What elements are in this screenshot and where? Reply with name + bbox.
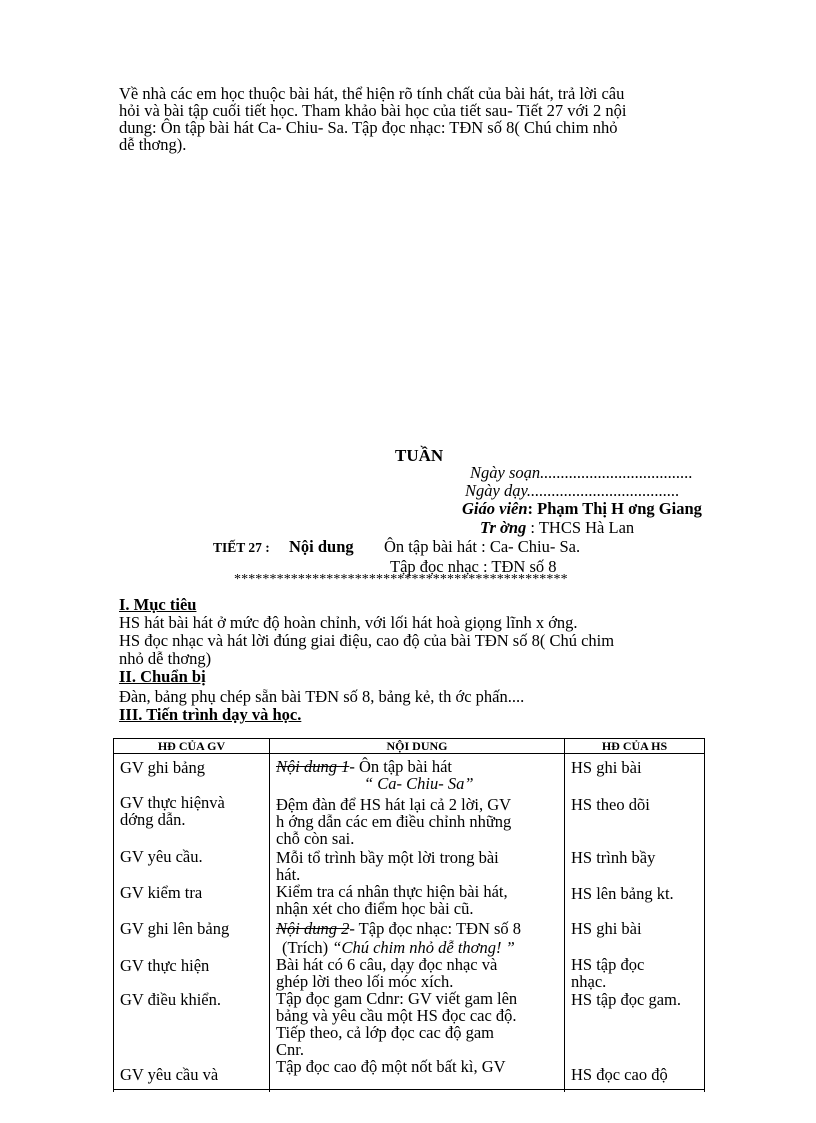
- hs-item: HS tập đọc gam.: [571, 990, 681, 1009]
- content-line: nhận xét cho điểm học bài cũ.: [276, 899, 474, 918]
- gv-item: dớng dẫn.: [120, 810, 186, 829]
- table-bottom-rule: [113, 1089, 705, 1090]
- hs-item: HS tập đọc: [571, 955, 645, 974]
- teach-date: Ngày dạy.....................................: [465, 481, 680, 500]
- objective-1: HS hát bài hát ở mức độ hoàn chỉnh, với lối hát hoà giọng lĩnh x ớng.: [119, 613, 578, 632]
- gv-item: GV ghi bảng: [120, 758, 205, 777]
- content-line: Bài hát có 6 câu, dạy đọc nhạc và: [276, 955, 498, 974]
- gv-item: GV kiểm tra: [120, 883, 203, 902]
- content-line: chỗ còn sai.: [276, 829, 355, 848]
- objective-2-cont: nhỏ dễ thơng): [119, 649, 212, 668]
- content-part-2: [276, 920, 521, 937]
- teacher-label: Giáo viên: [462, 499, 528, 518]
- content-line-1: Ôn tập bài hát : Ca- Chiu- Sa.: [384, 537, 581, 556]
- content-line: h ớng dẫn các em điều chỉnh những: [276, 812, 512, 831]
- teacher-column: [114, 754, 270, 1093]
- student-column: [565, 754, 705, 1093]
- star-separator: ***********************************************: [234, 572, 568, 587]
- content-part-1: [276, 758, 452, 775]
- homework-line-4: dễ thơng).: [119, 135, 187, 154]
- preparation-line: Đàn, bảng phụ chép sẵn bài TĐN số 8, bảng kẻ, th ớc phấn....: [119, 687, 525, 706]
- hs-item: HS theo dõi: [571, 795, 650, 814]
- excerpt-label: (Trích): [282, 938, 333, 957]
- teacher-line: [462, 500, 702, 517]
- section-objectives-title: I. Mục tiêu: [119, 595, 197, 614]
- content-part-1-text: - Ôn tập bài hát: [349, 757, 452, 776]
- header-content: NỘI DUNG: [270, 739, 565, 754]
- content-line: bảng và yêu cầu một HS đọc cac độ.: [276, 1006, 517, 1025]
- hs-item: nhạc.: [571, 972, 607, 991]
- gv-item: GV điều khiển.: [120, 990, 221, 1009]
- week-title: TUẦN: [395, 446, 444, 465]
- lesson-table: [113, 738, 705, 1092]
- objective-2: HS đọc nhạc và hát lời đúng giai điệu, cao độ của bài TĐN số 8( Chú chim: [119, 631, 615, 650]
- table-header-row: [114, 739, 705, 754]
- gv-item: GV yêu cầu.: [120, 847, 203, 866]
- content-part-1-label: Nội dung 1: [276, 757, 350, 776]
- content-line: Cnr.: [276, 1040, 304, 1059]
- content-line: hát.: [276, 865, 301, 884]
- hs-item: HS ghi bài: [571, 758, 642, 777]
- homework-line-1: Về nhà các em học thuộc bài hát, thể hiện rõ tính chất của bài hát, trả lời câu: [119, 84, 625, 103]
- content-label: Nội dung: [289, 537, 354, 556]
- content-line: Kiểm tra cá nhân thực hiện bài hát,: [276, 882, 508, 901]
- excerpt-line: [282, 939, 515, 956]
- hs-item: HS lên bảng kt.: [571, 884, 674, 903]
- school-line: [480, 519, 634, 536]
- lesson-number: TIẾT 27 :: [213, 540, 270, 555]
- content-line: Tập đọc cao độ một nốt bất kì, GV: [276, 1057, 506, 1076]
- content-line-2: Tập đọc nhạc : TĐN số 8: [390, 557, 557, 576]
- gv-item: GV ghi lên bảng: [120, 919, 230, 938]
- hs-item: HS trình bầy: [571, 848, 656, 867]
- homework-line-3: dung: Ôn tập bài hát Ca- Chiu- Sa. Tập đọc nhạc: TĐN số 8( Chú chim nhỏ: [119, 118, 618, 137]
- content-line: ghép lời theo lối móc xích.: [276, 972, 454, 991]
- section-process-title: III. Tiến trình dạy và học.: [119, 705, 302, 724]
- homework-line-2: hỏi và bài tập cuối tiết học. Tham khảo bài học của tiết sau- Tiết 27 với 2 nội: [119, 101, 627, 120]
- section-preparation-title: II. Chuẩn bị: [119, 667, 206, 686]
- hs-item: HS đọc cao độ: [571, 1065, 668, 1084]
- song-title: “ Ca- Chiu- Sa”: [364, 774, 474, 793]
- header-student-activity: HĐ CỦA HS: [565, 739, 705, 754]
- school-name: : THCS Hà Lan: [530, 518, 635, 537]
- content-line: Mỗi tổ trình bầy một lời trong bài: [276, 848, 499, 867]
- prep-date: Ngày soạn.....................................: [470, 463, 693, 482]
- hs-item: HS ghi bài: [571, 919, 642, 938]
- content-line: Tập đọc gam Cdnr: GV viết gam lên: [276, 989, 518, 1008]
- teacher-name: : Phạm Thị H ơng Giang: [527, 499, 702, 518]
- school-label: Tr ờng: [480, 518, 527, 537]
- table-row: [114, 754, 705, 1093]
- content-line: Tiếp theo, cả lớp đọc cac độ gam: [276, 1023, 494, 1042]
- gv-item: GV thực hiện: [120, 956, 210, 975]
- content-part-2-label: Nội dung 2: [276, 919, 350, 938]
- content-part-2-text: - Tập đọc nhạc: TĐN số 8: [349, 919, 522, 938]
- gv-item: GV thực hiệnvà: [120, 793, 225, 812]
- content-column: [270, 754, 565, 1093]
- header-teacher-activity: HĐ CỦA GV: [114, 739, 270, 754]
- content-line: Đệm đàn để HS hát lại cả 2 lời, GV: [276, 795, 512, 814]
- gv-item: GV yêu cầu và: [120, 1065, 219, 1084]
- excerpt-title: “Chú chim nhỏ dễ thơng! ”: [332, 938, 515, 957]
